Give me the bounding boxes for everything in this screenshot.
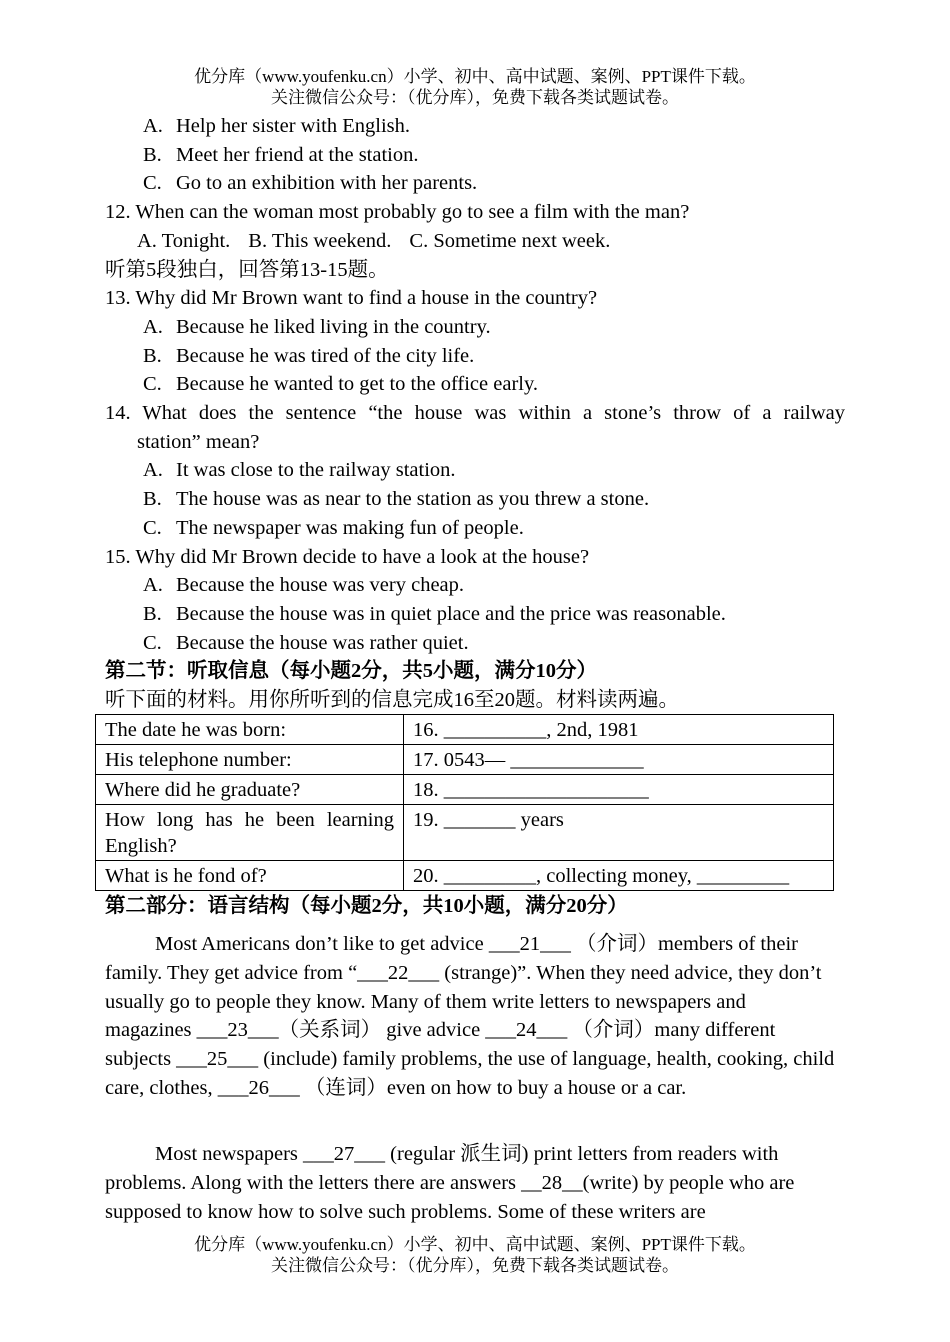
table-row bbox=[96, 745, 834, 775]
q11-option-c: C. Go to an exhibition with her parents. bbox=[143, 172, 478, 194]
q15-option-a: A. Because the house was very cheap. bbox=[143, 574, 465, 596]
header-line-1: 优分库（www.youfenku.cn）小学、初中、高中试题、案例、PPT课件下载。 bbox=[194, 67, 756, 86]
q11-option-a: A. Help her sister with English. bbox=[143, 115, 411, 137]
section2-instruction: 听下面的材料。用你所听到的信息完成16至20题。材料读两遍。 bbox=[105, 689, 679, 711]
table-label: Where did he graduate? bbox=[96, 775, 404, 805]
q14-option-b: B. The house was as near to the station as you threw a stone. bbox=[143, 488, 650, 510]
q13-option-c: C. Because he wanted to get to the office early. bbox=[143, 373, 539, 395]
table-answer: 17. 0543— _____________ bbox=[404, 745, 834, 775]
part2-heading: 第二部分：语言结构（每小题2分，共10小题，满分20分） bbox=[105, 895, 628, 917]
table-answer: 16. __________, 2nd, 1981 bbox=[404, 715, 834, 745]
header-line-2: 关注微信公众号：（优分库），免费下载各类试题试卷。 bbox=[271, 88, 679, 107]
q13-option-a: A. Because he liked living in the country. bbox=[143, 316, 491, 338]
table-row bbox=[96, 775, 834, 805]
table-row bbox=[96, 715, 834, 745]
table-row bbox=[96, 805, 834, 861]
part2-paragraph-2 bbox=[105, 1140, 835, 1226]
q15-option-b: B. Because the house was in quiet place and the price was reasonable. bbox=[143, 603, 726, 625]
q13-option-b: B. Because he was tired of the city life. bbox=[143, 345, 475, 367]
table-answer: 20. _________, collecting money, _________ bbox=[404, 861, 834, 891]
footer-line-2: 关注微信公众号：（优分库），免费下载各类试题试卷。 bbox=[271, 1256, 679, 1275]
q14-question-line-2: station” mean? bbox=[137, 431, 260, 453]
q14-question-line-1: 14. What does the sentence “the house was within a stone’s throw of a railway bbox=[105, 402, 845, 424]
table-label: The date he was born: bbox=[96, 715, 404, 745]
q12-question: 12. When can the woman most probably go to see a film with the man? bbox=[105, 201, 690, 223]
table-label: His telephone number: bbox=[96, 745, 404, 775]
table-answer: 19. _______ years bbox=[404, 805, 834, 861]
part2-paragraph-1 bbox=[105, 930, 835, 1103]
info-table bbox=[95, 714, 834, 891]
q14-option-a: A. It was close to the railway station. bbox=[143, 459, 456, 481]
footer-line-1: 优分库（www.youfenku.cn）小学、初中、高中试题、案例、PPT课件下载。 bbox=[194, 1235, 756, 1254]
paragraph-text: Most Americans don’t like to get advice ___21___ （介词）members of their family. They get advice from “___22___ (strange)”. When they need advice, they don’t usually go to people they know. Many of them write letters to newspapers and magazines ___23___（关系词） give advice ___24___ （介词）many different subjects ___25___ (include) family problems, the use of language, health, cooking, child care, clothes, ___26___ （连词）even on how to buy a house or a car. bbox=[105, 933, 835, 1099]
q15-option-c: C. Because the house was rather quiet. bbox=[143, 632, 469, 654]
table-label: What is he fond of? bbox=[96, 861, 404, 891]
table-row bbox=[96, 861, 834, 891]
section5-intro: 听第5段独白，回答第13-15题。 bbox=[105, 259, 389, 281]
q12-options: A. Tonight. B. This weekend. C. Sometime next week. bbox=[137, 230, 611, 252]
section2-heading: 第二节：听取信息（每小题2分，共5小题，满分10分） bbox=[105, 660, 597, 682]
q14-option-c: C. The newspaper was making fun of people. bbox=[143, 517, 524, 539]
q11-option-b: B. Meet her friend at the station. bbox=[143, 144, 419, 166]
table-label: How long has he been learning English? bbox=[96, 805, 404, 861]
q13-question: 13. Why did Mr Brown want to find a house in the country? bbox=[105, 287, 598, 309]
paragraph-text: Most newspapers ___27___ (regular 派生词) print letters from readers with problems. Along with the letters there are answers __28__(write) by people who are supposed to know how to solve such problems. Some of these writers are bbox=[105, 1143, 795, 1223]
table-answer: 18. ____________________ bbox=[404, 775, 834, 805]
q15-question: 15. Why did Mr Brown decide to have a look at the house? bbox=[105, 546, 590, 568]
